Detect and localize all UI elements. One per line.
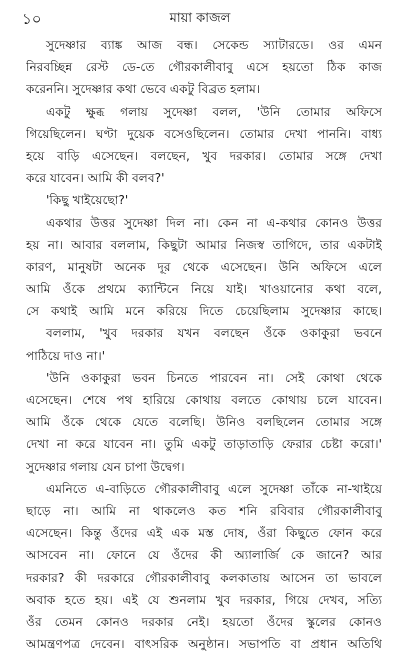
text-line: সুদেষ্ণার ব্যাঙ্ক আজ বন্ধ। সেকেন্ড স্যাটারডে। ওর এমন: [46, 38, 382, 52]
text-line: এমনিতে এ-বাড়িতে গৌরকালীবাবু এলে সুদেষ্ণা তাঁকে না-খাইয়ে: [46, 481, 382, 496]
text-line: 'কিছু খাইয়েছো?': [46, 193, 129, 208]
running-title: মায়া কাজল: [169, 11, 231, 26]
page-number: ১০: [22, 10, 42, 28]
text-line: হয় না। আবার বললাম, কিছুটা আমার নিজস্ব তাগিদে, তার একটাই: [26, 237, 382, 252]
text-line: কারণ, মানুষটা অনেক দূর থেকে এসেছেন। উনি অফিসে এলে: [26, 259, 382, 274]
text-line: 'উনি ওকাকুরা ভবন চিনতে পারবেন না। সেই কোথা থেকে: [46, 370, 382, 385]
text-line: ছাড়ে না। আমি না থাকলেও কত শনি রবিবার গৌরকালীবাবু: [26, 503, 382, 518]
text-line: সুদেষ্ণার গলায় যেন চাপা উদ্বেগ।: [26, 459, 185, 474]
text-line: দরকার? কী দরকারে গৌরকালীবাবু কলকাতায় আসেন তা ভাবলে: [26, 570, 382, 585]
text-line: অবাক হতে হয়। এই যে শুনলাম খুব দরকার, গিয়ে দেখব, সত্যি: [26, 592, 382, 607]
text-line: গিয়েছিলেন। ঘণ্টা দুয়েক বসেওছিলেন। তোমার দেখা পাননি। বাধ্য: [26, 126, 382, 141]
text-line: এসেছেন। শেষে পথ হারিয়ে কোথায় বলতে কোথায় চলে যাবেন।: [26, 393, 382, 407]
text-line: করেননি। সুদেষ্ণার কথা ভেবে একটু বিব্রত হলাম।: [26, 82, 261, 97]
text-line: আমি ওঁকে থেকে যেতে বলেছি। উনিও বলছিলেন তোমার সঙ্গে: [26, 415, 382, 430]
text-line: সে কথাই আমি মনে করিয়ে দিতে চেয়েছিলাম সুদেষ্ণার কাছে।: [26, 304, 382, 319]
text-line: ওঁর তেমন কোনও দরকার নেই। হয়তো ওঁদের স্কুলের কোনও: [26, 614, 382, 629]
text-line: হয়ে বাড়ি এসেছেন। বলছেন, খুব দরকার। তোমার সঙ্গে দেখা: [26, 148, 382, 163]
page-header: [0, 6, 400, 30]
text-line: একটু ক্ষুব্ধ গলায় সুদেষ্ণা বলল, 'উনি তোমার অফিসে: [46, 104, 382, 119]
text-line: একথার উত্তর সুদেষ্ণা দিল না। কেন না এ-কথার কোনও উত্তর: [46, 215, 382, 230]
text-line: নিরবচ্ছিন্ন রেস্ট ডে-তে গৌরকালীবাবু এসে হয়তো ঠিক কাজ: [26, 60, 382, 75]
text-line: দেখা না করে যাবেন না। তুমি একটু তাড়াতাড়ি ফেরার চেষ্টা করো।': [26, 437, 382, 452]
text-line: বললাম, 'খুব দরকার যখন বলছেন ওঁকে ওকাকুরা ভবনে: [46, 326, 382, 341]
page-body-text: [26, 34, 382, 655]
text-line: করে যাবেন। আমি কী বলব?': [26, 171, 165, 186]
text-line: এসেছেন। কিন্তু ওঁদের এই এক মস্ত দোষ, ওঁরা কিছুতে ফোন করে: [26, 526, 382, 541]
text-line: পাঠিয়ে দাও না।': [26, 348, 106, 363]
text-line: আমি ওঁকে প্রথমে ক্যান্টিনে নিয়ে যাই। খাওয়ানোর কথা বলে,: [26, 282, 382, 297]
text-line: আসবেন না। ফোনে যে ওঁদের কী অ্যালার্জি কে জানে? আর: [26, 548, 382, 563]
text-line: আমন্ত্রণপত্র দেবেন। বাৎসরিক অনুষ্ঠান। সভাপতি বা প্রধান অতিথি: [26, 637, 382, 652]
